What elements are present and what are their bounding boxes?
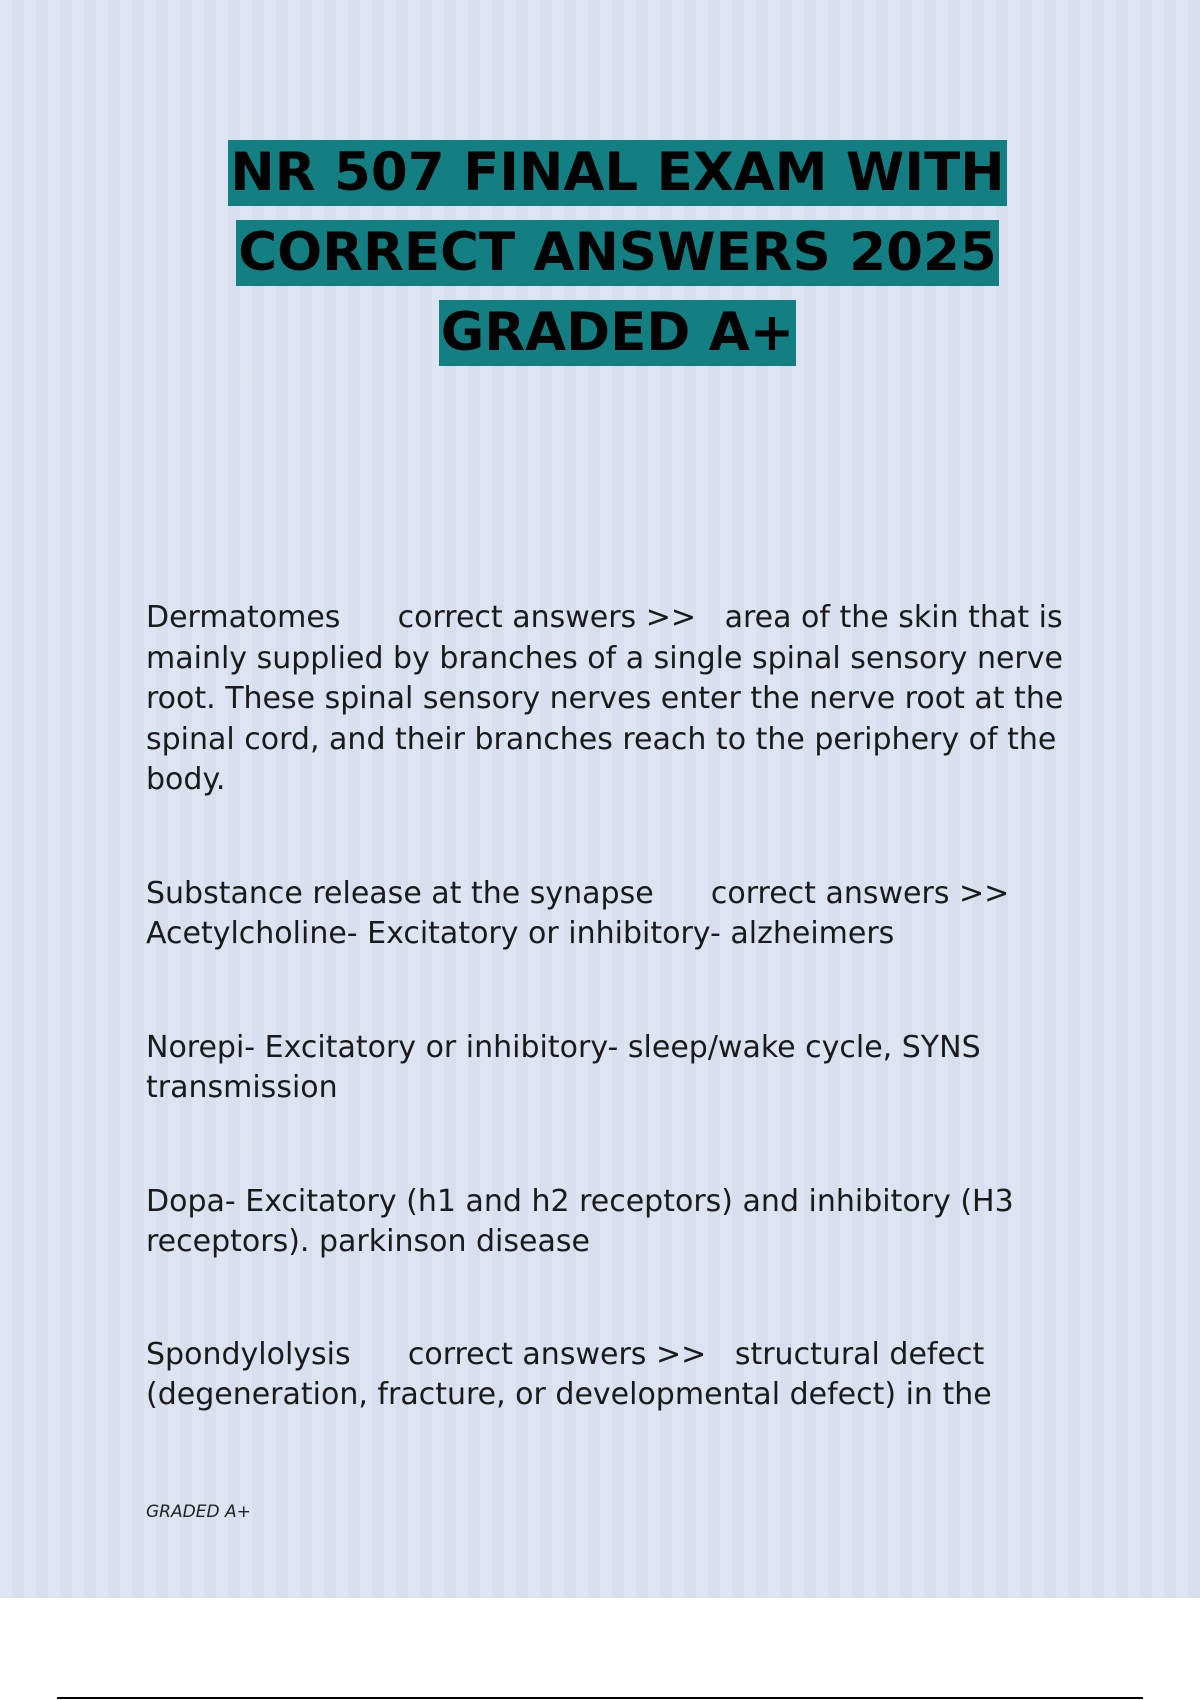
qa-entry-synapse <box>146 874 1096 955</box>
document-title <box>0 140 1200 380</box>
title-line-3: GRADED A+ <box>439 300 796 366</box>
title-line-2: CORRECT ANSWERS 2025 <box>236 220 998 286</box>
qa-entry-spondylolysis <box>146 1335 1096 1416</box>
answer-text: area of the skin that is mainly supplied by branches of a single spinal sensory nerve root. These spinal sensory nerves enter the nerve root at the spinal cord, and their branches reach to the periphery of the body. <box>146 600 1073 797</box>
footer-label: GRADED A+ <box>146 1502 251 1522</box>
answer-separator: correct answers >> <box>710 875 1010 911</box>
entry-text: Dopa- Excitatory (h1 and h2 receptors) and inhibitory (H3 receptors). parkinson disease <box>146 1183 1024 1259</box>
qa-content <box>146 598 1096 1416</box>
question-term: Substance release at the synapse <box>146 875 654 911</box>
qa-entry-dermatomes <box>146 598 1096 801</box>
question-term: Spondylolysis <box>146 1336 351 1372</box>
qa-entry-norepi <box>146 1028 1096 1109</box>
answer-separator: correct answers >> <box>397 600 696 635</box>
qa-entry-dopa <box>146 1182 1096 1263</box>
entry-text: Norepi- Excitatory or inhibitory- sleep/wake cycle, SYNS transmission <box>146 1029 991 1105</box>
question-term: Dermatomes <box>146 600 341 635</box>
bottom-divider <box>57 1697 1143 1699</box>
answer-text: Acetylcholine- Excitatory or inhibitory- alzheimers <box>146 916 895 951</box>
answer-separator: correct answers >> <box>407 1336 707 1372</box>
answer-text: structural defect (degeneration, fracture, or developmental defect) in the <box>146 1336 994 1412</box>
title-line-1: NR 507 FINAL EXAM WITH <box>228 140 1006 206</box>
